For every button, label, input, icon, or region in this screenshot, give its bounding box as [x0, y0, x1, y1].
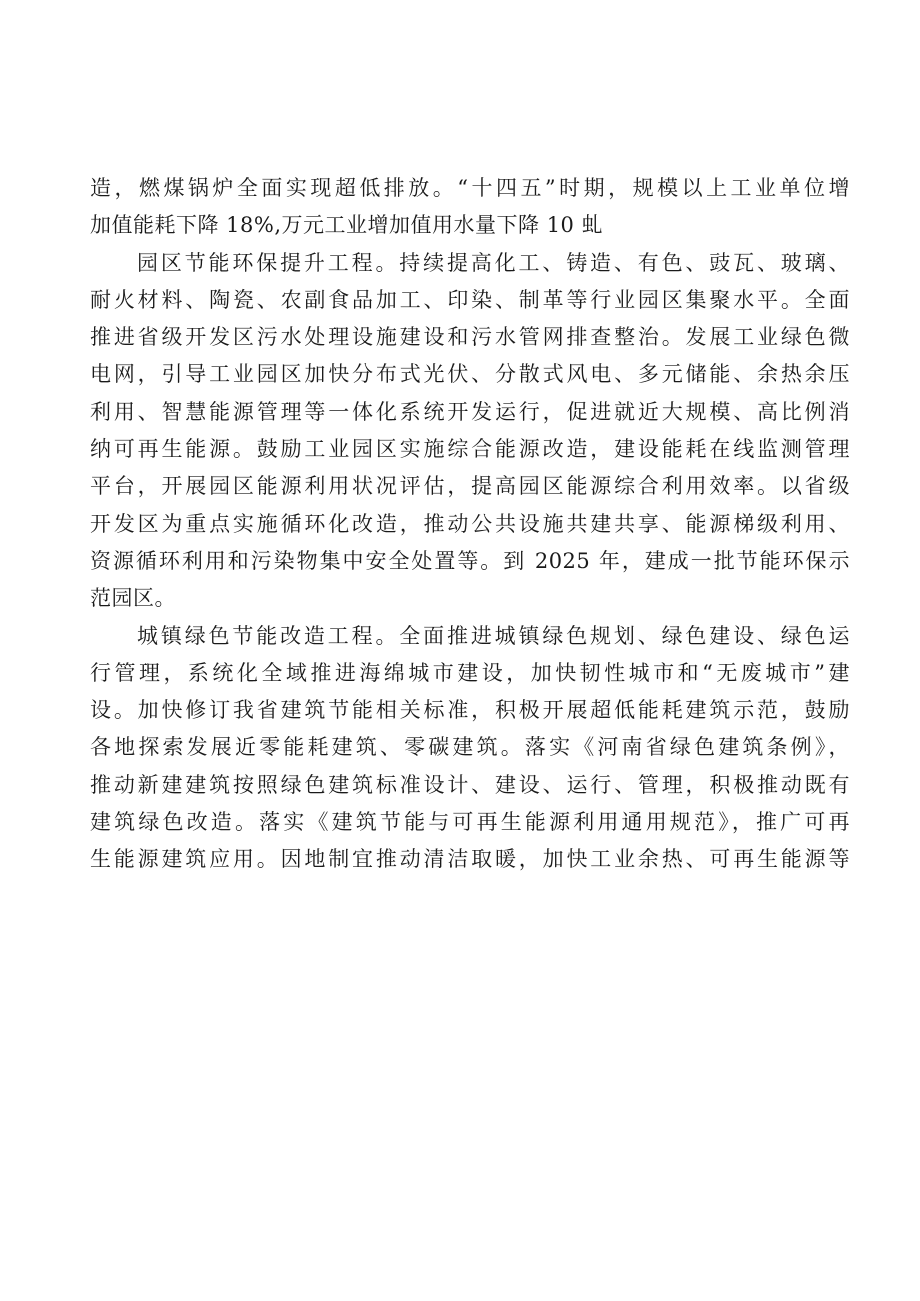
paragraph-line: 电网，引导工业园区加快分布式光伏、分散式风电、多元储能、余热余压: [90, 362, 850, 387]
paragraph-line: 纳可再生能源。鼓励工业园区实施综合能源改造，建设能耗在线监测管理: [90, 437, 850, 462]
paragraph-line: 各地探索发展近零能耗建筑、零碳建筑。落实《河南省绿色建筑条例》，: [90, 735, 850, 760]
paragraph-line: 生能源建筑应用。因地制宜推动清洁取暖，加快工业余热、可再生能源等: [90, 847, 850, 872]
paragraph-line: 开发区为重点实施循环化改造，推动公共设施共建共享、能源梯级利用、: [90, 511, 850, 536]
paragraph-line: 耐火材料、陶瓷、农副食品加工、印染、制革等行业园区集聚水平。全面: [90, 287, 850, 312]
paragraph-line: 加值能耗下降 18%,万元工业增加值用水量下降 10 虬: [90, 213, 604, 238]
paragraph-line: 资源循环利用和污染物集中安全处置等。到 2025 年，建成一批节能环保示: [90, 548, 850, 573]
paragraph-line: 范园区。: [90, 586, 176, 611]
paragraph-line: 利用、智慧能源管理等一体化系统开发运行，促进就近大规模、高比例消: [90, 399, 850, 424]
document-body: [90, 170, 850, 879]
paragraph-1: [90, 170, 850, 245]
paragraph-line: 推动新建建筑按照绿色建筑标准设计、建设、运行、管理，积极推动既有: [90, 772, 850, 797]
paragraph-line: 建筑绿色改造。落实《建筑节能与可再生能源利用通用规范》，推广可再: [90, 810, 850, 835]
paragraph-line: 设。加快修订我省建筑节能相关标准，积极开展超低能耗建筑示范，鼓励: [90, 698, 850, 723]
paragraph-line: 行管理，系统化全域推进海绵城市建设，加快韧性城市和“无废城市”建: [90, 660, 850, 685]
paragraph-3: [90, 618, 850, 879]
paragraph-line: 平台，开展园区能源利用状况评估，提高园区能源综合利用效率。以省级: [90, 474, 850, 499]
paragraph-2: [90, 245, 850, 618]
paragraph-line: 造，燃煤锅炉全面实现超低排放。“十四五”时期，规模以上工业单位增: [90, 176, 850, 200]
paragraph-line: 城镇绿色节能改造工程。全面推进城镇绿色规划、绿色建设、绿色运: [137, 623, 850, 648]
paragraph-line: 园区节能环保提升工程。持续提高化工、铸造、有色、豉瓦、玻璃、: [137, 250, 850, 275]
paragraph-line: 推进省级开发区污水处理设施建设和污水管网排查整治。发展工业绿色微: [90, 325, 850, 350]
